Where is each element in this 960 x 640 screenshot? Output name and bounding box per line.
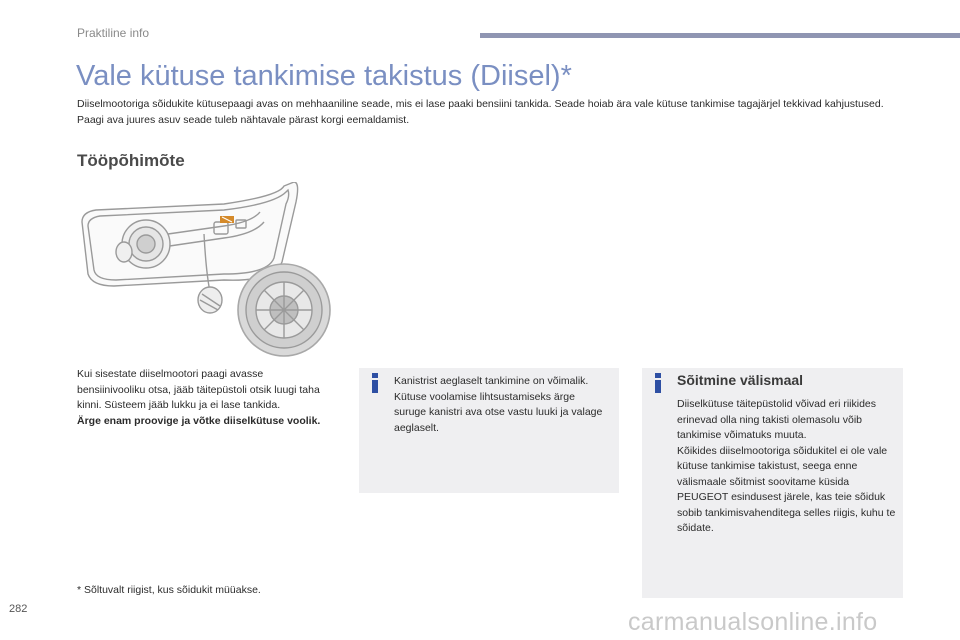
intro-paragraph: Diiselmootoriga sõidukite kütusepaagi avas on mehhaaniline seade, mis ei lase paaki bensiini tankida. Seade hoiab ära vale kütuse tankimise tagajärjel tekkivad kahjustused. bbox=[77, 98, 884, 110]
info-box-abroad bbox=[642, 368, 903, 598]
info-box-text bbox=[394, 374, 609, 436]
info-box-text bbox=[677, 397, 902, 537]
section-label: Praktiline info bbox=[77, 26, 150, 40]
info-box-canister bbox=[359, 368, 619, 493]
page-title: Vale kütuse tankimise takistus (Diisel)* bbox=[76, 60, 572, 92]
page-number: 282 bbox=[9, 603, 28, 615]
info-paragraph: Diiselkütuse täitepüstolid võivad eri riikides erinevad olla ning takisti olemasolu võib tankimise võimatuks muuta. bbox=[677, 398, 877, 441]
sub-heading: Tööpõhimõte bbox=[77, 151, 185, 170]
body-paragraph: Kui sisestate diiselmootori paagi avasse bensiinivooliku otsa, jääb täitepüstoli otsik luugi taha kinni. Süsteem jääb lukku ja ei lase tankida. bbox=[77, 368, 320, 411]
info-paragraph: Kanistrist aeglaselt tankimine on võimalik. bbox=[394, 375, 589, 387]
footnote: * Sõltuvalt riigist, kus sõidukit müüakse. bbox=[77, 584, 261, 596]
warning-text: Ärge enam proovige ja võtke diiselkütuse voolik. bbox=[77, 414, 321, 427]
header-bar bbox=[480, 33, 960, 38]
intro-paragraph: Paagi ava juures asuv seade tuleb nähtavale pärast korgi eemaldamist. bbox=[77, 113, 410, 126]
intro-text bbox=[77, 97, 917, 128]
fuel-filler-illustration bbox=[74, 182, 342, 362]
body-text bbox=[77, 367, 332, 429]
info-icon bbox=[650, 373, 666, 393]
info-icon bbox=[367, 373, 383, 393]
info-paragraph: Kütuse voolamise lihtsustamiseks ärge suruge kanistri ava otse vastu luuki ja valage aeglaselt. bbox=[394, 390, 603, 434]
info-paragraph: Kõikides diiselmootoriga sõidukitel ei ole vale kütuse tankimise takistust, seega enne välismaale sõitmist soovitame küsida PEUGEOT esindusest järele, kas teie sõiduk sobib tankimisvahenditega selles riigis, kuhu te sõidate. bbox=[677, 444, 896, 534]
watermark: carmanualsonline.info bbox=[628, 608, 878, 636]
info-box-title: Sõitmine välismaal bbox=[677, 372, 804, 388]
